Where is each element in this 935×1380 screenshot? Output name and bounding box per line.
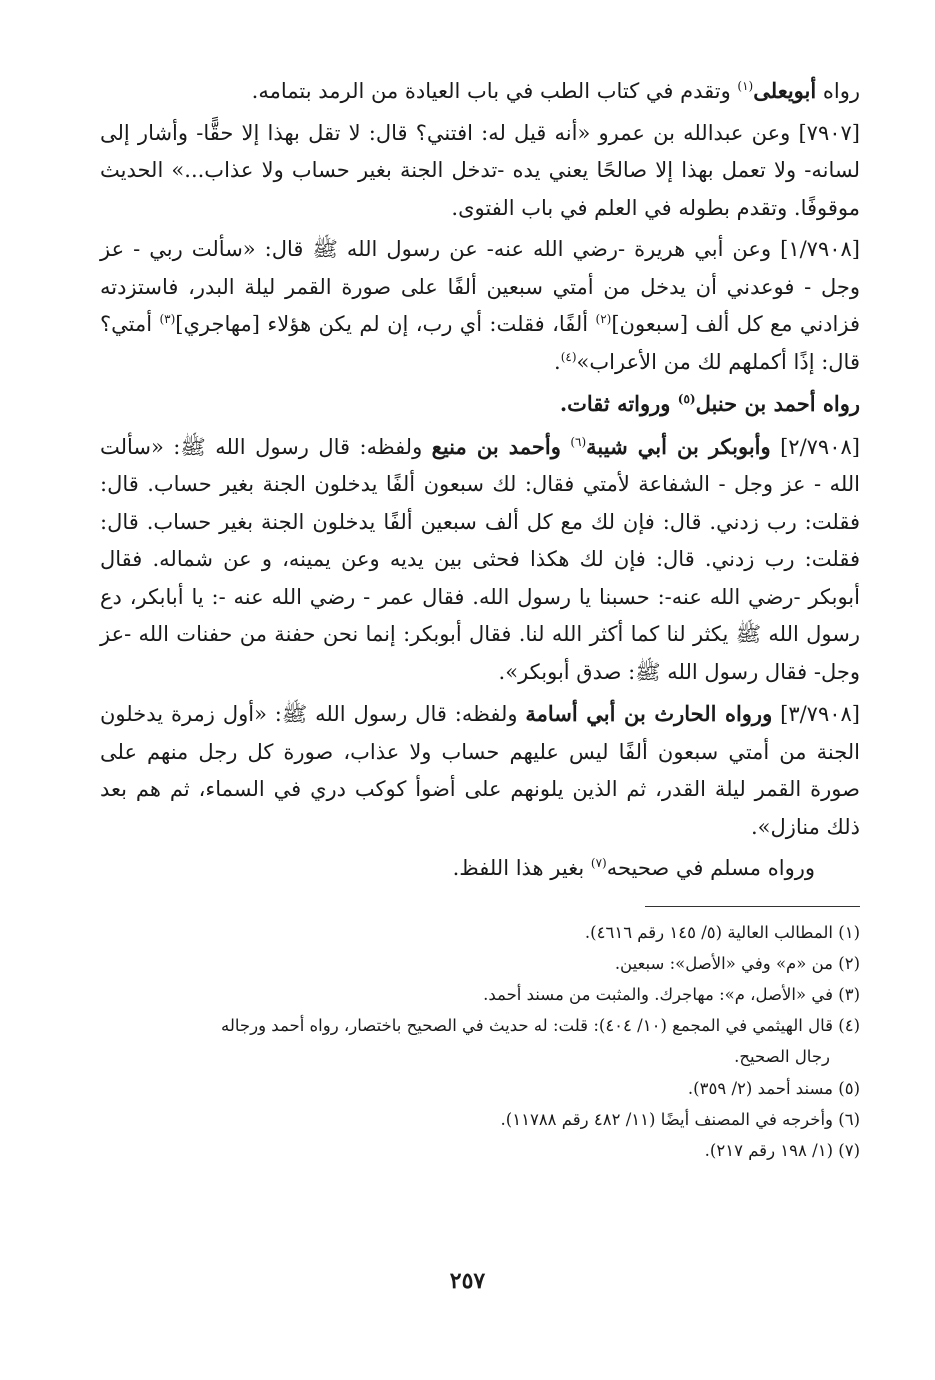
text-run: [١/٧٩٠٨] وعن أبي هريرة -رضي الله عنه- عن رسول الله ﷺ قال: «سألت ربي - عز وجل - فوعدني أن يدخل من أمتي سبعين ألفًا على صورة القمر ليلة البدر، فاستزدته فزادني مع كل ألف [سبعون]: [100, 237, 860, 336]
page-number: ٢٥٧: [449, 1268, 486, 1294]
footnote-1: (١) المطالب العالية (٥/ ١٤٥ رقم ٤٦١٦).: [584, 922, 860, 942]
footnote-divider: [645, 906, 860, 907]
footnote-ref: (٥): [677, 392, 696, 406]
footnote-4: (٤) قال الهيثمي في المجمع (١٠/ ٤٠٤): قلت: له حديث في الصحيح باختصار، رواه أحمد ورجاله: [221, 1016, 860, 1036]
text-run: أمتي؟ قال: إذًا أكملهم لك من الأعراب»: [100, 312, 860, 374]
footnote-5: (٥) مسند أحمد (٢/ ٣٥٩).: [687, 1078, 860, 1098]
hadith-number: [٢/٧٩٠٨]: [770, 434, 860, 459]
footnote-ref: (٧): [590, 856, 607, 870]
text-run: بغير هذا اللفظ.: [452, 856, 591, 880]
paragraph-3: [100, 231, 860, 381]
footnote-3: (٣) في «الأصل، م»: مهاجرك. والمثبت من مسند أحمد.: [483, 984, 860, 1004]
text-run: رواه: [816, 79, 860, 103]
text-run: ألفًا، فقلت: أي رب، إن لم يكن هؤلاء [مهاجري]: [175, 312, 596, 336]
narrator-name: وأحمد بن منيع: [431, 433, 561, 459]
narrator-name: وأبوبكر بن أبي شيبة: [586, 433, 771, 459]
paragraph-7: [100, 850, 860, 888]
text-run: ورواه مسلم في صحيحه: [606, 856, 815, 880]
text-run: .: [554, 349, 561, 374]
text-run: وتقدم في كتاب الطب في باب العيادة من الرمد بتمامه.: [251, 79, 738, 103]
paragraph-2: [٧٩٠٧] وعن عبدالله بن عمرو «أنه قيل له: افتني؟ قال: لا تقل بهذا إلا حقًّا- وأشار إلى لسانه- ولا تعمل بهذا إلا صالحًا يعني يده -تدخل الجنة بغير حساب ولا عذاب...» الحديث موقوفًا. وتقدم بطوله في العلم في باب الفتوى.: [100, 120, 860, 220]
footnote-ref: (٢): [595, 312, 612, 326]
narrator-name: أبويعلى: [753, 78, 817, 103]
hadith-number: [٣/٧٩٠٨]: [772, 702, 860, 726]
footnote-6: (٦) وأخرجه في المصنف أيضًا (١١/ ٤٨٢ رقم ١١٧٨٨).: [500, 1109, 860, 1129]
paragraph-4: [100, 385, 860, 424]
footnote-2: (٢) من «م» وفي «الأصل»: سبعين.: [614, 953, 860, 973]
footnote-ref: (٤): [560, 349, 577, 364]
paragraph-6: [100, 695, 860, 846]
text-run: [561, 435, 570, 459]
text-run: ورواته ثقات.: [559, 391, 678, 416]
footnote-4-continued: رجال الصحيح.: [734, 1047, 830, 1067]
main-text: [100, 72, 860, 888]
footnote-7: (٧) (١/ ١٩٨ رقم ٢١٧).: [704, 1140, 860, 1160]
footnotes: [100, 917, 860, 1167]
footnote-ref: (٦): [570, 434, 587, 449]
footnote-ref: (١): [737, 79, 754, 93]
text-run: ولفظه: قال رسول الله ﷺ: «أول زمرة يدخلون الجنة من أمتي سبعون ألفًا ليس عليهم حساب ولا عذاب، صورة كل رجل منهم على صورة القمر ليلة القدر، ثم الذين يلونهم على أضوأ كوكب دري في السماء، ثم هم بعد ذلك منازل».: [100, 702, 860, 839]
narrator-name: رواه أحمد بن حنبل: [695, 391, 860, 416]
footnote-ref: (٣): [159, 312, 176, 326]
paragraph-1: [100, 72, 860, 111]
paragraph-5: [100, 428, 860, 692]
narrator-name: ورواه الحارث بن أبي أسامة: [525, 701, 773, 726]
text-run: ولفظه: قال رسول الله ﷺ: «سألت الله - عز وجل - الشفاعة لأمتي فقال: لك سبعون ألفًا يدخلون الجنة بغير حساب. قال: فقلت: رب زدني. قال: فإن لك مع كل ألف سبعين ألفًا يدخلون الجنة بغير حساب. قال: فقلت: رب زدني. قال: فإن لك هكذا فحثى بين يديه وعن يمينه، و عن شماله. فقال أبوبكر -رضي الله عنه-: حسبنا يا رسول الله. فقال عمر - رضي الله عنه -: يا أبابكر، دع رسول الله ﷺ يكثر لنا كما أكثر الله لنا. فقال أبوبكر: إنما نحن حفنة من حفنات الله -عز وجل- فقال رسول الله ﷺ: صدق أبوبكر».: [100, 434, 860, 684]
